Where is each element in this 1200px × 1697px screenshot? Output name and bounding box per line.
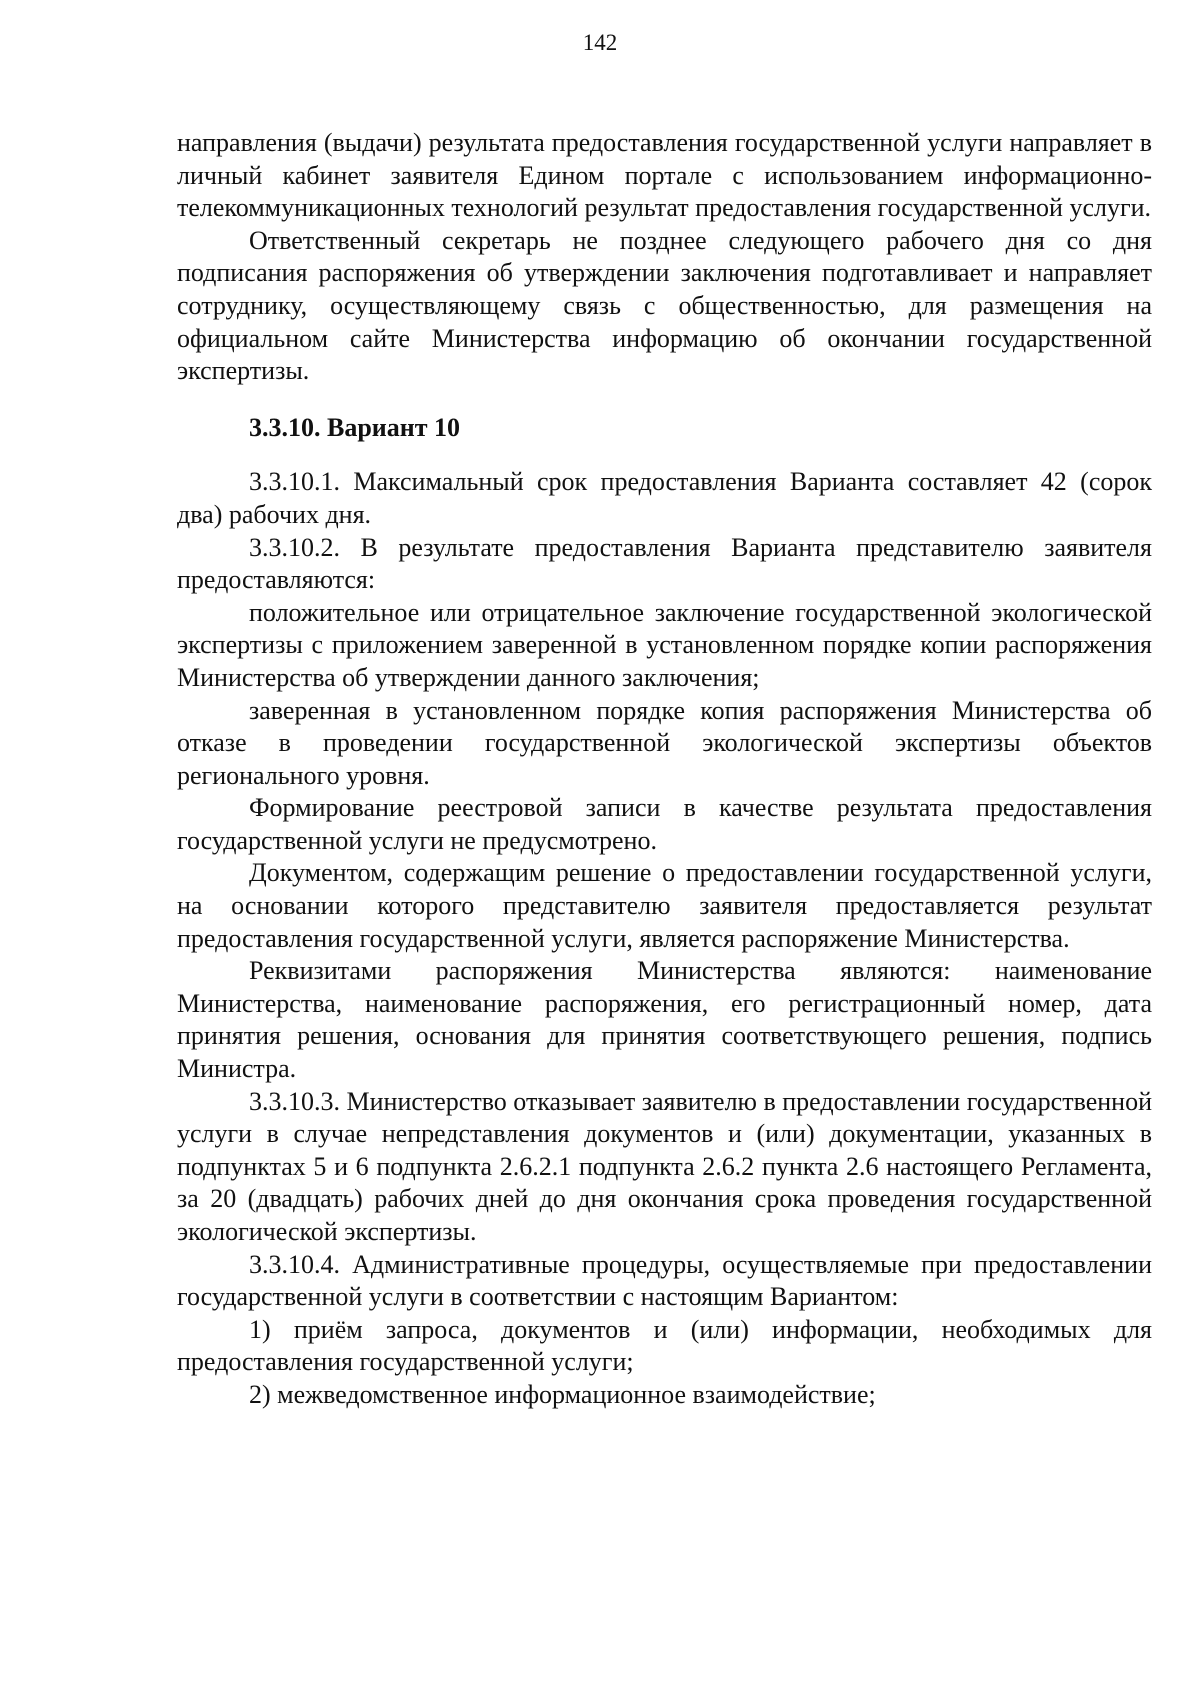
paragraph: Реквизитами распоряжения Министерства являются: наименование Министерства, наименование распоряжения, его регистрационный номер, дата принятия решения, основания для принятия соответствующего решения, подпись Министра. xyxy=(177,956,1152,1084)
paragraph: 3.3.10.2. В результате предоставления Варианта представителю заявителя предоставляются: xyxy=(177,532,1152,595)
paragraph: заверенная в установленном порядке копия распоряжения Министерства об отказе в проведении государственной экологической экспертизы объектов регионального уровня. xyxy=(177,695,1152,790)
paragraph: 3.3.10.4. Административные процедуры, осуществляемые при предоставлении государственной услуги в соответствии с настоящим Вариантом: xyxy=(177,1249,1152,1312)
paragraph: Ответственный секретарь не позднее следующего рабочего дня со дня подписания распоряжения об утверждении заключения подготавливает и направляет сотруднику, осуществляющему связь с общественностью, для размещения на официальном сайте Министерства информацию об окончании государственной экспертизы. xyxy=(177,225,1152,386)
paragraph: Формирование реестровой записи в качестве результата предоставления государственной услуги не предусмотрено. xyxy=(177,793,1152,855)
list-item: 2) межведомственное информационное взаимодействие; xyxy=(249,1379,876,1409)
section-heading: 3.3.10. Вариант 10 xyxy=(249,412,461,442)
paragraph: положительное или отрицательное заключение государственной экологической экспертизы с приложением заверенной в установленном порядке копии распоряжения Министерства об утверждении данного заключения; xyxy=(177,597,1152,692)
paragraph: Документом, содержащим решение о предоставлении государственной услуги, на основании которого представителю заявителя предоставляется результат предоставления государственной услуги, является распоряжение Министерства. xyxy=(177,858,1152,953)
list-item: 1) приём запроса, документов и (или) информации, необходимых для предоставления государственной услуги; xyxy=(177,1314,1152,1377)
paragraph: 3.3.10.1. Максимальный срок предоставления Варианта составляет 42 (сорок два) рабочих дня. xyxy=(177,467,1152,529)
document-body xyxy=(177,127,1152,1412)
paragraph: 3.3.10.3. Министерство отказывает заявителю в предоставлении государственной услуги в случае непредставления документов и (или) документации, указанных в подпунктах 5 и 6 подпункта 2.6.2.1 подпункта 2.6.2 пункта 2.6 настоящего Регламента, за 20 (двадцать) рабочих дней до дня окончания срока проведения государственной экологической экспертизы. xyxy=(177,1086,1152,1246)
page-number: 142 xyxy=(582,30,618,55)
paragraph: направления (выдачи) результата предоставления государственной услуги направляет в личный кабинет заявителя Едином портале с использованием информационно-телекоммуникационных технологий результат предоставления государственной услуги. xyxy=(177,128,1152,223)
